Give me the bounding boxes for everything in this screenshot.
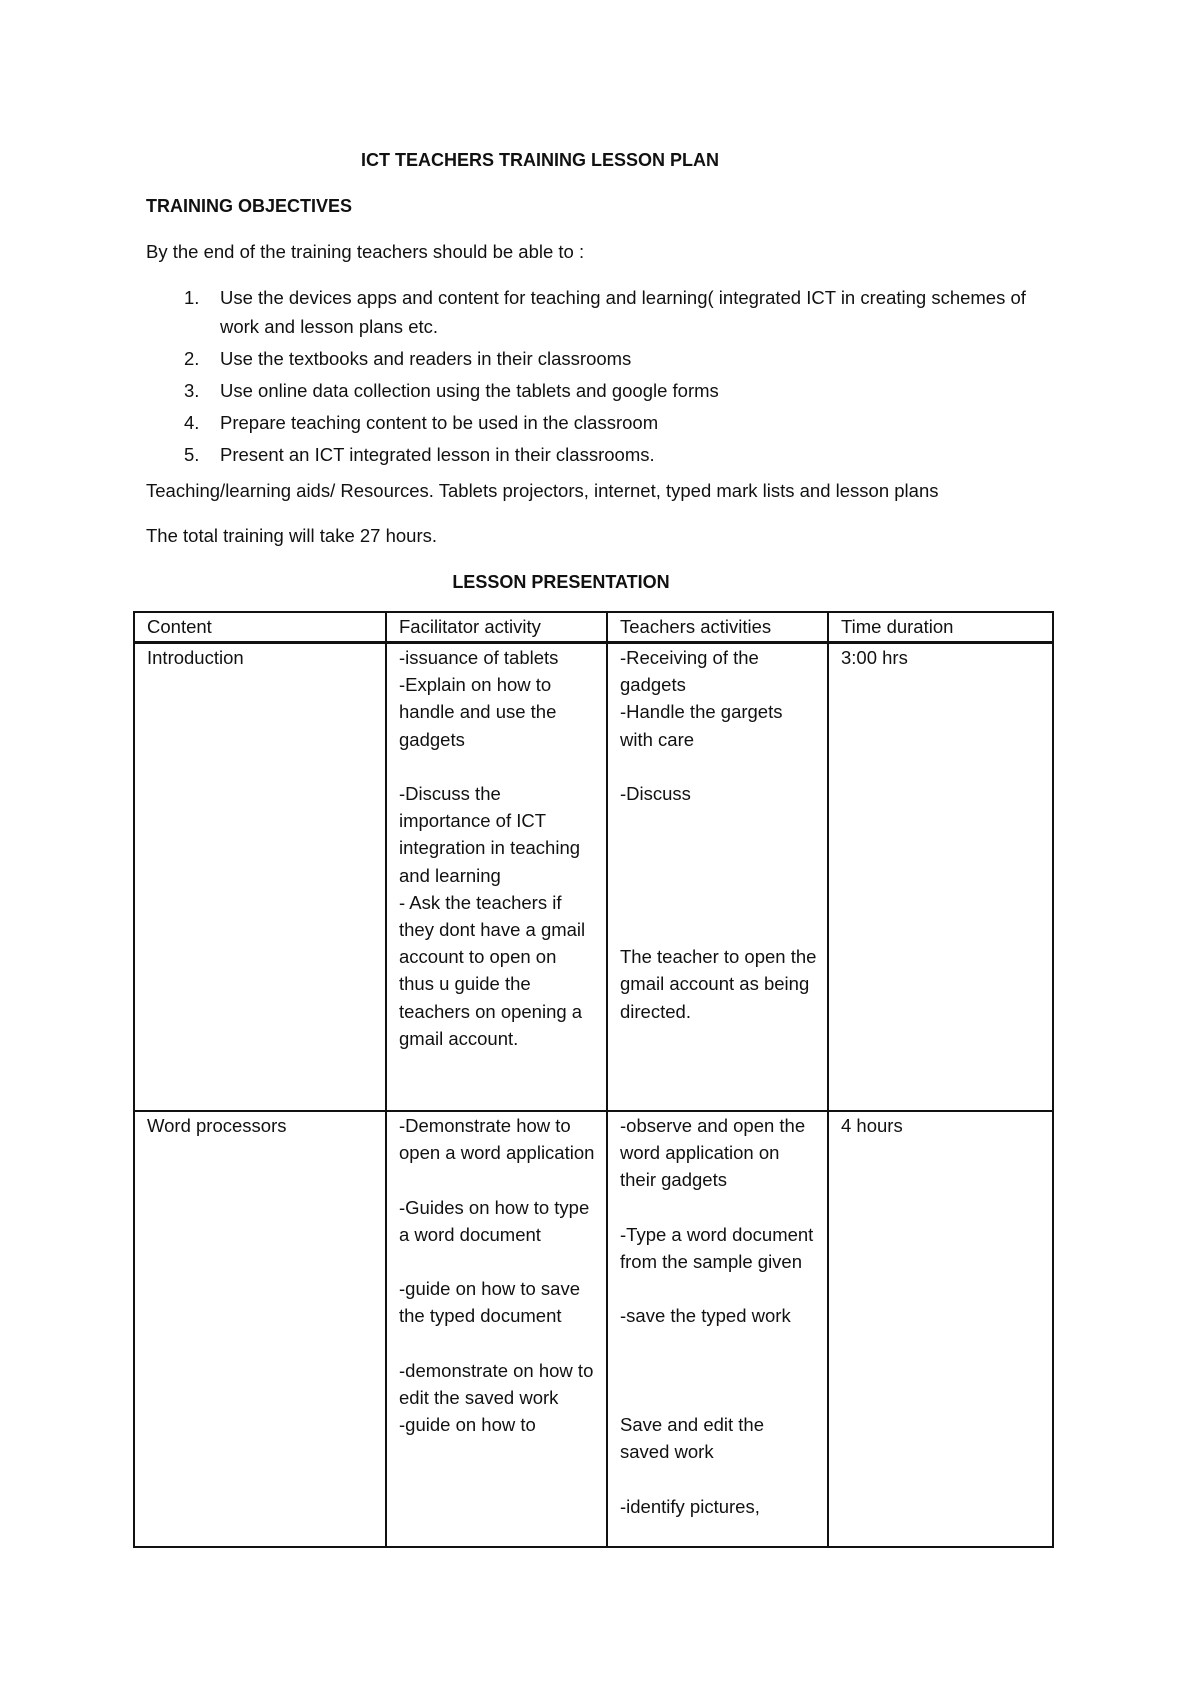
lesson-plan-table: [133, 611, 1054, 1548]
objective-text: Prepare teaching content to be used in the classroom: [220, 412, 659, 433]
facilitator-step: - Ask the teachers if they dont have a gmail account to open on thus u guide the teachers on opening a gmail account.: [399, 891, 586, 1049]
cell-content: Introduction: [134, 643, 386, 1112]
teacher-step: -Receiving of the gadgets: [620, 647, 759, 696]
facilitator-step: -demonstrate on how to edit the saved work: [399, 1359, 594, 1408]
cell-facilitator-activity: [386, 643, 607, 1112]
objective-item: [146, 344, 1026, 373]
objective-number: 4.: [184, 412, 200, 433]
objective-number: 2.: [184, 348, 200, 369]
objective-text: Use the textbooks and readers in their classrooms: [220, 348, 632, 369]
facilitator-step: -guide on how to save the typed document: [399, 1278, 581, 1327]
cell-facilitator-activity: [386, 1111, 607, 1547]
lesson-presentation-heading: LESSON PRESENTATION: [452, 572, 670, 592]
objective-number: 5.: [184, 444, 200, 465]
teacher-step: -observe and open the word application on their gadgets: [620, 1115, 806, 1191]
objective-item: [146, 283, 1026, 341]
header-facilitator-activity: Facilitator activity: [386, 612, 607, 643]
objective-text: Present an ICT integrated lesson in their classrooms.: [220, 444, 655, 465]
table-row: [134, 643, 1053, 1112]
table-row: [134, 1111, 1053, 1547]
facilitator-step: -Guides on how to type a word document: [399, 1196, 590, 1245]
objective-text: Use online data collection using the tablets and google forms: [220, 380, 719, 401]
resources-paragraph: Teaching/learning aids/ Resources. Tablets projectors, internet, typed mark lists and lesson plans: [146, 480, 939, 501]
facilitator-step: -issuance of tablets: [399, 647, 559, 668]
cell-time-duration: 4 hours: [828, 1111, 1053, 1547]
objectives-list: [146, 283, 1026, 472]
header-content: Content: [134, 612, 386, 643]
objective-item: [146, 408, 1026, 437]
teacher-step: -Handle the gargets with care: [620, 701, 783, 750]
teacher-step: -identify pictures,: [620, 1495, 760, 1517]
header-teachers-activities: Teachers activities: [607, 612, 828, 643]
objective-item: [146, 376, 1026, 405]
cell-time-duration: 3:00 hrs: [828, 643, 1053, 1112]
objective-number: 3.: [184, 380, 200, 401]
facilitator-step: -Demonstrate how to open a word application: [399, 1115, 595, 1164]
objective-item: [146, 440, 1026, 469]
header-time-duration: Time duration: [828, 612, 1053, 643]
document-title: ICT TEACHERS TRAINING LESSON PLAN: [360, 150, 719, 170]
objectives-heading: TRAINING OBJECTIVES: [146, 196, 353, 216]
facilitator-step: -guide on how to: [399, 1414, 536, 1436]
facilitator-step: -Discuss the importance of ICT integration in teaching and learning: [399, 783, 581, 886]
objective-number: 1.: [184, 287, 200, 308]
cell-teachers-activities: [607, 643, 828, 1112]
teacher-step: The teacher to open the gmail account as being directed.: [620, 946, 817, 1022]
facilitator-step: -Explain on how to handle and use the gadgets: [399, 674, 557, 750]
teacher-step: -save the typed work: [620, 1305, 791, 1327]
teacher-step: Save and edit the saved work: [620, 1414, 764, 1463]
teacher-step: -Type a word document from the sample given: [620, 1223, 814, 1272]
cell-teachers-activities: [607, 1111, 828, 1547]
table-header-row: [134, 612, 1053, 643]
objective-text: Use the devices apps and content for teaching and learning( integrated ICT in creating schemes of work and lesson plans etc.: [220, 287, 1026, 337]
teacher-step: -Discuss: [620, 783, 691, 804]
total-training-paragraph: The total training will take 27 hours.: [146, 525, 438, 546]
cell-content: Word processors: [134, 1111, 386, 1547]
objectives-intro: By the end of the training teachers should be able to :: [146, 241, 585, 262]
